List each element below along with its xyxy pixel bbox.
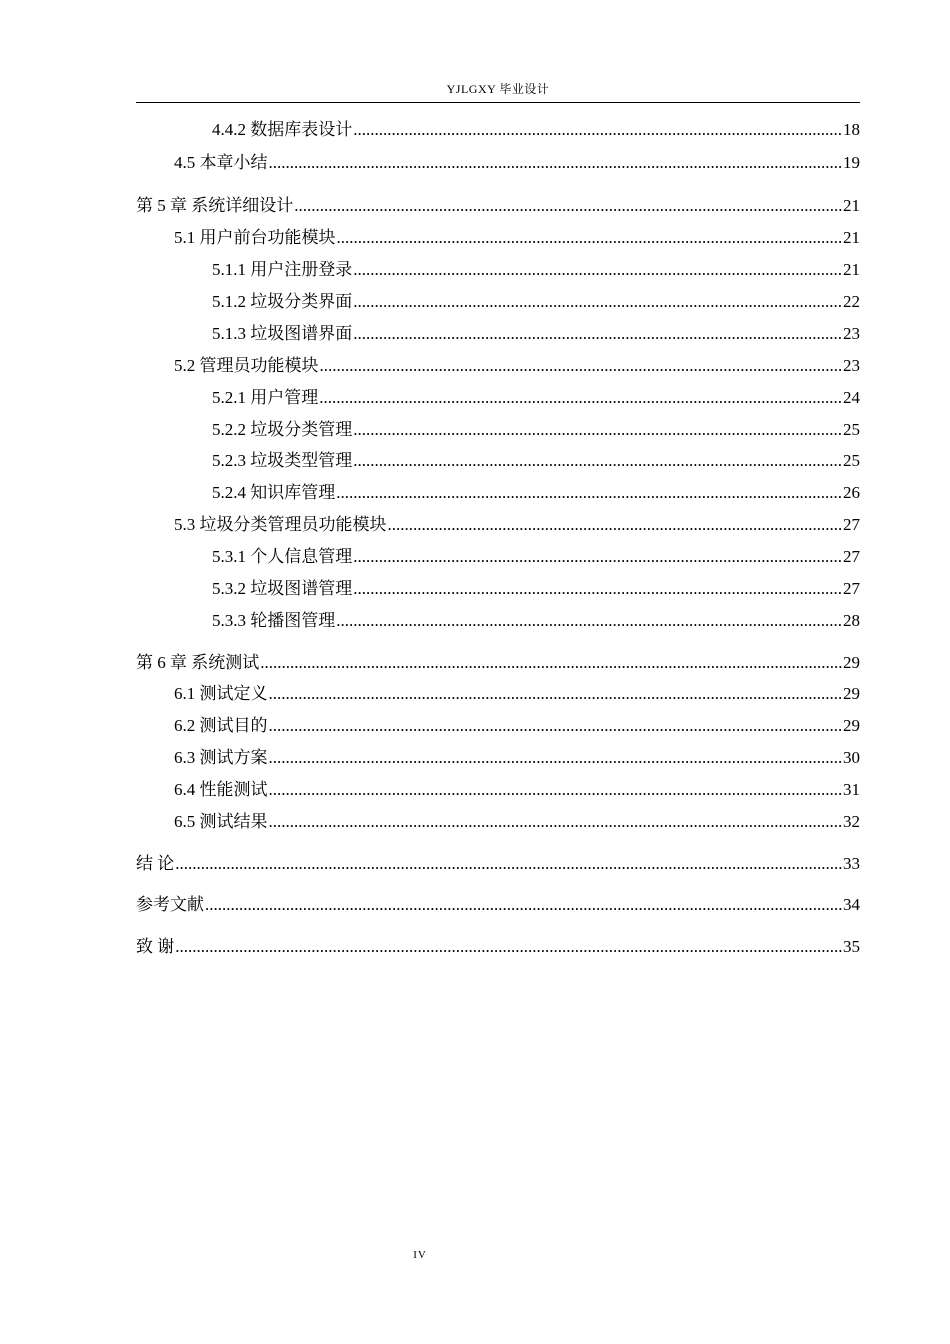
toc-entry[interactable]: [212, 610, 860, 632]
toc-leader: [353, 259, 842, 281]
toc-page-number: 19: [843, 153, 860, 172]
toc-leader: [353, 119, 842, 141]
toc-leader: [175, 853, 842, 875]
toc-page-number: 25: [843, 451, 860, 470]
toc-entry-label: 5.1.3 垃圾图谱界面: [212, 324, 353, 343]
toc-page-number: 18: [843, 120, 860, 139]
toc-entry-label: 6.5 测试结果: [174, 812, 268, 831]
toc-entry-label: 6.2 测试目的: [174, 716, 268, 735]
toc-entry-label: 5.2 管理员功能模块: [174, 356, 319, 375]
toc-leader: [294, 195, 842, 217]
toc-entry-label: 5.2.2 垃圾分类管理: [212, 420, 353, 439]
toc-entry[interactable]: [212, 291, 860, 313]
toc-entry-label: 第 5 章 系统详细设计: [136, 196, 294, 215]
toc-leader: [353, 291, 842, 313]
toc-entry[interactable]: [174, 683, 860, 705]
toc-leader: [269, 715, 843, 737]
toc-entry[interactable]: [174, 355, 860, 377]
toc-leader: [353, 419, 842, 441]
toc-leader: [353, 578, 842, 600]
toc-page-number: 29: [843, 653, 860, 672]
toc-page-number: 28: [843, 611, 860, 630]
toc-entry-label: 致 谢: [136, 937, 175, 956]
toc-leader: [175, 936, 842, 958]
page-header: YJLGXY 毕业设计: [446, 82, 550, 96]
toc-entry[interactable]: [174, 811, 860, 833]
toc-leader: [337, 227, 843, 249]
toc-entry-label: 第 6 章 系统测试: [136, 653, 260, 672]
toc-leader: [269, 779, 843, 801]
toc-page-number: 25: [843, 420, 860, 439]
toc-entry[interactable]: [212, 259, 860, 281]
toc-entry-label: 5.3.1 个人信息管理: [212, 547, 353, 566]
toc-page-number: 21: [843, 196, 860, 215]
toc-entry[interactable]: [174, 152, 860, 174]
toc-entry[interactable]: [174, 715, 860, 737]
toc-page-number: 21: [843, 228, 860, 247]
toc-entry-label: 参考文献: [136, 895, 204, 914]
toc-entry-label: 6.1 测试定义: [174, 684, 268, 703]
toc-entry[interactable]: [136, 853, 860, 875]
header-rule: [136, 102, 860, 103]
toc-leader: [353, 450, 842, 472]
toc-page-number: 29: [843, 684, 860, 703]
toc-leader: [269, 683, 843, 705]
toc-leader: [269, 747, 843, 769]
toc-entry[interactable]: [174, 747, 860, 769]
toc-entry[interactable]: [212, 387, 860, 409]
toc-page-number: 23: [843, 356, 860, 375]
toc-leader: [269, 811, 843, 833]
toc-leader: [319, 387, 842, 409]
toc-entry-label: 6.3 测试方案: [174, 748, 268, 767]
toc-entry[interactable]: [212, 546, 860, 568]
toc-entry[interactable]: [136, 195, 860, 217]
toc-page-number: 23: [843, 324, 860, 343]
toc-page-number: 21: [843, 260, 860, 279]
toc-entry[interactable]: [174, 779, 860, 801]
toc-entry-label: 结 论: [136, 854, 175, 873]
toc-page-number: 27: [843, 515, 860, 534]
toc-page-number: 27: [843, 579, 860, 598]
toc-entry[interactable]: [212, 450, 860, 472]
toc-leader: [320, 355, 843, 377]
toc-page-number: 31: [843, 780, 860, 799]
toc-page-number: 33: [843, 854, 860, 873]
toc-entry[interactable]: [136, 936, 860, 958]
toc-page-number: 30: [843, 748, 860, 767]
toc-leader: [336, 610, 842, 632]
toc-entry[interactable]: [212, 482, 860, 504]
toc-leader: [353, 323, 842, 345]
toc-entry-label: 5.3.3 轮播图管理: [212, 611, 336, 630]
toc-entry[interactable]: [136, 652, 860, 674]
toc-entry-label: 5.1.2 垃圾分类界面: [212, 292, 353, 311]
toc-entry[interactable]: [136, 894, 860, 916]
toc-entry-label: 5.2.3 垃圾类型管理: [212, 451, 353, 470]
toc-page-number: 22: [843, 292, 860, 311]
toc-leader: [353, 546, 842, 568]
toc-leader: [269, 152, 843, 174]
toc-entry[interactable]: [174, 514, 860, 536]
toc-leader: [388, 514, 843, 536]
toc-page-number: 35: [843, 937, 860, 956]
toc-page-number: 27: [843, 547, 860, 566]
toc-entry[interactable]: [174, 227, 860, 249]
toc-entry[interactable]: [212, 578, 860, 600]
toc-page-number: 34: [843, 895, 860, 914]
toc-entry-label: 4.5 本章小结: [174, 153, 268, 172]
toc-leader: [336, 482, 842, 504]
toc-entry-label: 6.4 性能测试: [174, 780, 268, 799]
toc-entry-label: 5.3.2 垃圾图谱管理: [212, 579, 353, 598]
toc-entry-label: 5.2.1 用户管理: [212, 388, 319, 407]
toc-entry-label: 4.4.2 数据库表设计: [212, 120, 353, 139]
toc-entry[interactable]: [212, 419, 860, 441]
toc-entry-label: 5.1.1 用户注册登录: [212, 260, 353, 279]
toc-entry[interactable]: [212, 119, 860, 141]
toc-page-number: 24: [843, 388, 860, 407]
toc-page-number: 29: [843, 716, 860, 735]
toc-leader: [205, 894, 842, 916]
page-number-footer: IV: [413, 1249, 427, 1261]
toc-entry-label: 5.2.4 知识库管理: [212, 483, 336, 502]
toc-leader: [260, 652, 842, 674]
toc-page-number: 32: [843, 812, 860, 831]
toc-entry[interactable]: [212, 323, 860, 345]
toc-entry-label: 5.1 用户前台功能模块: [174, 228, 336, 247]
toc-page-number: 26: [843, 483, 860, 502]
toc-entry-label: 5.3 垃圾分类管理员功能模块: [174, 515, 387, 534]
